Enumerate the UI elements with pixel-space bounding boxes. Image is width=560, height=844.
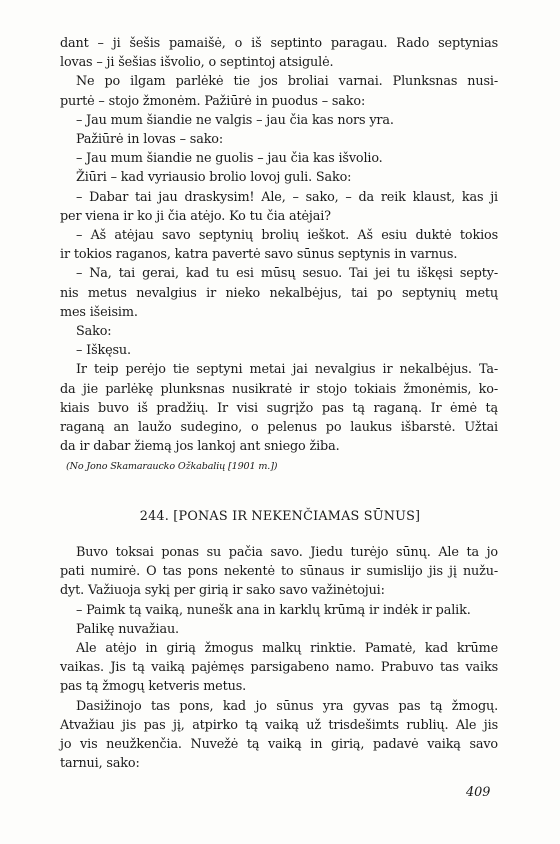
text-line: per viena ir ko ji čia atėjo. Ko tu čia atėjai? (60, 208, 331, 224)
text-line: lovas – ji šešias išvolio, o septintoj atsigulė. (60, 55, 334, 71)
text-line: – Na, tai gerai, kad tu esi mūsų sesuo. Tai jei tu iškęsi septy- (76, 266, 498, 282)
text-line: raganą an laužo sudegino, o pelenus po laukus išbarstė. Užtai (60, 420, 498, 436)
text-line: nis metus nevalgius ir nieko nekalbėjus, tai po septynių metų (60, 285, 498, 301)
text-line: Žiūri – kad vyriausio brolio lovoj guli. Sako: (76, 170, 352, 186)
text-line: Ir teip perėjo tie septyni metai jai nevalgius ir nekalbėjus. Ta- (76, 362, 498, 378)
source-note-block (60, 460, 498, 474)
text-line: Ale atėjo in girią žmogus malkų rinktie. Pamatė, kad krūme (76, 641, 498, 657)
text-line: vaikas. Jis tą vaiką pajėmęs parsigabeno namo. Prabuvo tas vaiks (60, 660, 498, 676)
text-line: purtė – stojo žmonėm. Pažiūrė in puodus – sako: (60, 93, 366, 109)
text-line: tarnui, sako: (60, 756, 140, 772)
text-line: kiais buvo iš pradžių. Ir visi sugrįžo pas tą raganą. Ir ėmė tą (60, 400, 498, 416)
page-number: 409 (466, 785, 491, 800)
text-line: Pažiūrė in lovas – sako: (76, 132, 224, 148)
text-line: pas tą žmogų ketveris metus. (60, 679, 247, 695)
text-line: – Paimk tą vaiką, nunešk ana in karklų krūmą ir indėk ir palik. (76, 602, 471, 618)
text-line: Sako: (76, 324, 112, 340)
text-line: Buvo toksai ponas su pačia savo. Jiedu turėjo sūnų. Ale ta jo (76, 545, 498, 560)
source-note: (No Jono Skamaraucko Ožkabalių [1901 m.]) (66, 461, 278, 472)
text-line: dant – ji šešis pamaišė, o iš septinto paragau. Rado septynias (60, 36, 498, 51)
text-line: da ir dabar žiemą jos lankoj ant sniego žiba. (60, 439, 340, 455)
text-line: – Iškęsu. (76, 343, 131, 359)
story-end-text (60, 34, 498, 456)
text-line: da jie parlėkę plunksnas nusikratė ir stojo tokiais žmonėmis, ko- (60, 381, 498, 397)
text-line: dyt. Važiuoja sykį per girią ir sako savo važinėtojui: (60, 583, 385, 599)
text-line: – Dabar tai jau draskysim! Ale, – sako, – da reik klaust, kas ji (76, 189, 498, 205)
text-line: Palikę nuvažiau. (76, 621, 179, 637)
text-line: – Jau mum šiandie ne valgis – jau čia kas nors yra. (76, 112, 394, 128)
text-line: – Jau mum šiandie ne guolis – jau čia kas išvolio. (76, 151, 383, 167)
text-line: Dasižinojo tas pons, kad jo sūnus yra gyvas pas tą žmogų. (76, 698, 498, 714)
text-line: mes išeisim. (60, 304, 138, 320)
story-start-text (60, 543, 498, 773)
story-heading: 244. [PONAS IR NEKENČIAMAS SŪNUS] (139, 509, 421, 524)
text-line: Atvažiau jis pas jį, atpirko tą vaiką už trisdešimts rublių. Ale jis (60, 717, 498, 733)
text-line: – Aš atėjau savo septynių brolių ieškot. Aš esiu duktė tokios (76, 228, 498, 244)
text-line: pati numirė. O tas pons nekentė to sūnaus ir sumislijo jis jį nužu- (60, 564, 498, 580)
text-line: jo vis neužkenčia. Nuvežė tą vaiką in girią, padavė vaiką savo (60, 737, 498, 753)
text-line: Ne po ilgam parlėkė tie jos broliai varnai. Plunksnas nusi- (76, 74, 498, 90)
text-line: ir tokios raganos, katra pavertė savo sūnus septynis in varnus. (60, 247, 458, 263)
